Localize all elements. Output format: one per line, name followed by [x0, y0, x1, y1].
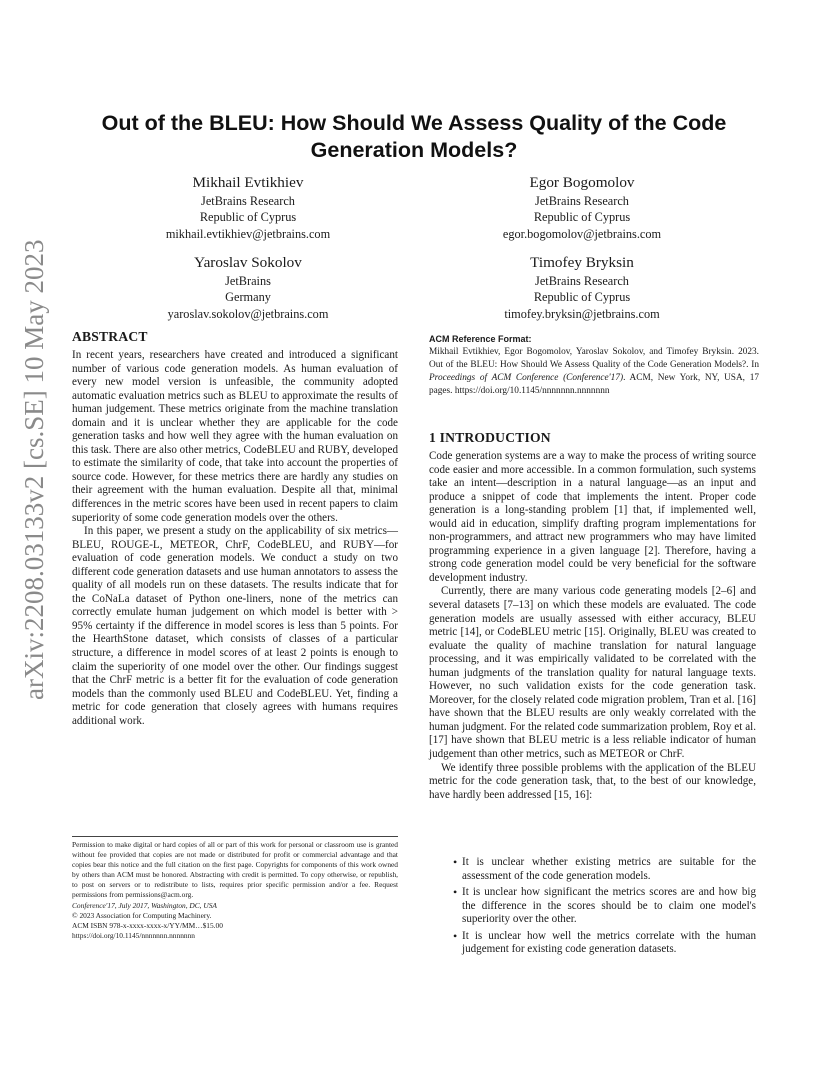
acm-reference-tail: . ACM, New York, NY, USA, 17 pages. https://doi.org/10.1145/nnnnnnn.nnnnnnn — [429, 372, 759, 396]
conference-line: Conference'17, July 2017, Washington, DC, USA — [72, 900, 217, 910]
abstract-paragraph: In this paper, we present a study on the applicability of six metrics—BLEU, ROUGE-L, METEOR, ChrF, CodeBLEU, and RUBY—for evaluation of code generation models. We conduct a study on two different code generation datasets and use human annotators to assess the quality of all models run on these datasets. The results indicate that for the CoNaLa dataset of Python one-liners, none of the metrics can correctly emulate human judgement on which model is better with > 95% certainty if the difference in model scores is less than 5 points. For the HearthStone dataset, which consists of classes of a particular structure, a difference in model scores of at least 2 points is enough to claim the superiority of one model over the other. Our findings suggest that the ChrF metric is a better fit for the evaluation of code generation models than the commonly used BLEU and CodeBLEU. Yet, finding a metric for code generation that closely agrees with humans requires additional work. — [72, 525, 398, 727]
problem-bullet-list — [429, 856, 756, 960]
author-block — [98, 173, 398, 242]
author-country: Germany — [225, 290, 271, 305]
acm-reference-proceedings: Proceedings of ACM Conference (Conference'17) — [429, 372, 624, 383]
abstract-heading: ABSTRACT — [72, 329, 148, 344]
bullet-glyph: • — [453, 855, 458, 869]
author-email: egor.bogomolov@jetbrains.com — [502, 226, 662, 241]
author-block — [432, 253, 732, 322]
paper-title: Out of the BLEU: How Should We Assess Quality of the Code Generation Models? — [101, 111, 727, 162]
introduction-body — [429, 450, 756, 802]
bullet-item — [429, 930, 756, 957]
author-name: Yaroslav Sokolov — [194, 254, 302, 271]
author-affiliation: JetBrains Research — [535, 274, 629, 288]
isbn-line: ACM ISBN 978-x-xxxx-xxxx-x/YY/MM…$15.00 — [72, 920, 223, 930]
bullet-text: It is unclear whether existing metrics are suitable for the assessment of the code generation models. — [462, 856, 756, 882]
author-affiliation: JetBrains Research — [535, 194, 629, 208]
arxiv-identifier-stamp: arXiv:2208.03133v2 [cs.SE] 10 May 2023 — [19, 239, 49, 700]
bullet-glyph: • — [453, 885, 458, 900]
author-name: Egor Bogomolov — [529, 174, 635, 191]
bullet-text: It is unclear how well the metrics correlate with the human judgement for existing code generation datasets. — [462, 929, 756, 956]
permission-notice — [72, 840, 398, 941]
introduction-paragraph: We identify three possible problems with the application of the BLEU metric for the code generation task, that, to the best of our knowledge, have hardly been addressed [15, 16]: — [429, 761, 756, 801]
author-country: Republic of Cyprus — [533, 210, 631, 225]
author-block — [98, 253, 398, 322]
abstract-paragraph: In recent years, researchers have created and introduced a significant number of various code generation models. As human evaluation of every new model version is unfeasible, the community adopted automatic evaluation metrics such as BLEU to approximate the results of human judgement. These metrics originate from the machine translation domain and it is unclear whether they are applicable for the code generation tasks and how well they agree with the human evaluation on this task. There are also other metrics, CodeBLEU and RUBY, developed to estimate the similarity of code, that take into account the properties of source code. However, for these metrics there are hardly any studies on their agreement with the human evaluation. Despite all that, minimal differences in the metric scores have been used in recent papers to claim superiority of some code generation models over the others. — [72, 349, 398, 524]
bullet-item — [429, 886, 756, 927]
author-name: Timofey Bryksin — [530, 254, 634, 271]
abstract-body — [72, 349, 398, 728]
author-name: Mikhail Evtikhiev — [192, 174, 304, 191]
author-affiliation: JetBrains Research — [201, 194, 295, 208]
author-country: Republic of Cyprus — [533, 290, 631, 305]
introduction-paragraph: Code generation systems are a way to make the process of writing source code easier and more accessible. In a common formulation, such systems take an intent—description in a natural language—as an input and produce a snippet of code that implements the intent. Proper code generation is a long-standing problem [1] that, if implemented well, would aid in education, simplify drafting program implementations for non-programmers, and attract new programmers who may have limited programming experience in a given language [2]. Therefore, having a strong code generation model could be very beneficial for the software development industry. — [429, 450, 756, 584]
copyright-line: © 2023 Association for Computing Machinery. — [72, 910, 212, 920]
author-email: yaroslav.sokolov@jetbrains.com — [167, 306, 329, 321]
acm-reference-lead: Mikhail Evtikhiev, Egor Bogomolov, Yaroslav Sokolov, and Timofey Bryksin. 2023. Out of the BLEU: How Should We Assess Quality of the Code Generation Models?. In — [429, 347, 759, 370]
bullet-text: It is unclear how significant the metrics scores are and how big the difference in the scores should be to claim one model's superiority over the other. — [462, 886, 756, 926]
doi-line: https://doi.org/10.1145/nnnnnnn.nnnnnnn — [72, 930, 195, 940]
author-email: timofey.bryksin@jetbrains.com — [504, 306, 660, 321]
author-country: Republic of Cyprus — [199, 210, 297, 225]
permission-text: Permission to make digital or hard copies of all or part of this work for personal or classroom use is granted without fee provided that copies are not made or distributed for profit or commercial advantage and that copies bear this notice and the full citation on the first page. Copyrights for components of this work owned by others than ACM must be honored. Abstracting with credit is permitted. To copy otherwise, or republish, to post on servers or to redistribute to lists, requires prior specific permission and/or a fee. Request permissions from permissions@acm.org. — [72, 840, 398, 900]
author-email: mikhail.evtikhiev@jetbrains.com — [165, 226, 331, 241]
author-block — [432, 173, 732, 242]
bullet-glyph: • — [453, 928, 458, 943]
bullet-item — [429, 856, 756, 883]
introduction-heading: 1 INTRODUCTION — [429, 430, 551, 445]
author-affiliation: JetBrains — [225, 274, 271, 288]
footnote-divider — [72, 836, 398, 837]
acm-reference-text — [429, 346, 759, 398]
acm-reference-heading: ACM Reference Format: — [429, 334, 532, 344]
introduction-paragraph: Currently, there are many various code generating models [2–6] and several datasets [7–13] on which these models are evaluated. The code generation models are usually assessed with either accuracy, BLEU metric [14], or CodeBLEU metric [15]. Originally, BLEU was created to evaluate the quality of machine translation for natural language processing, and it was empirically validated to be correlated with the human judgments of the translation quality for natural language texts. However, no such validation exists for the code generation task. Moreover, for the closely related code migration problem, Tran et al. [16] have shown that the BLEU results are only weakly correlated with the human judgment. For the related code summarization problem, Roy et al. [17] have shown that BLEU metric is a less reliable indicator of human judgement than other metrics, such as METEOR or ChrF. — [429, 585, 756, 761]
